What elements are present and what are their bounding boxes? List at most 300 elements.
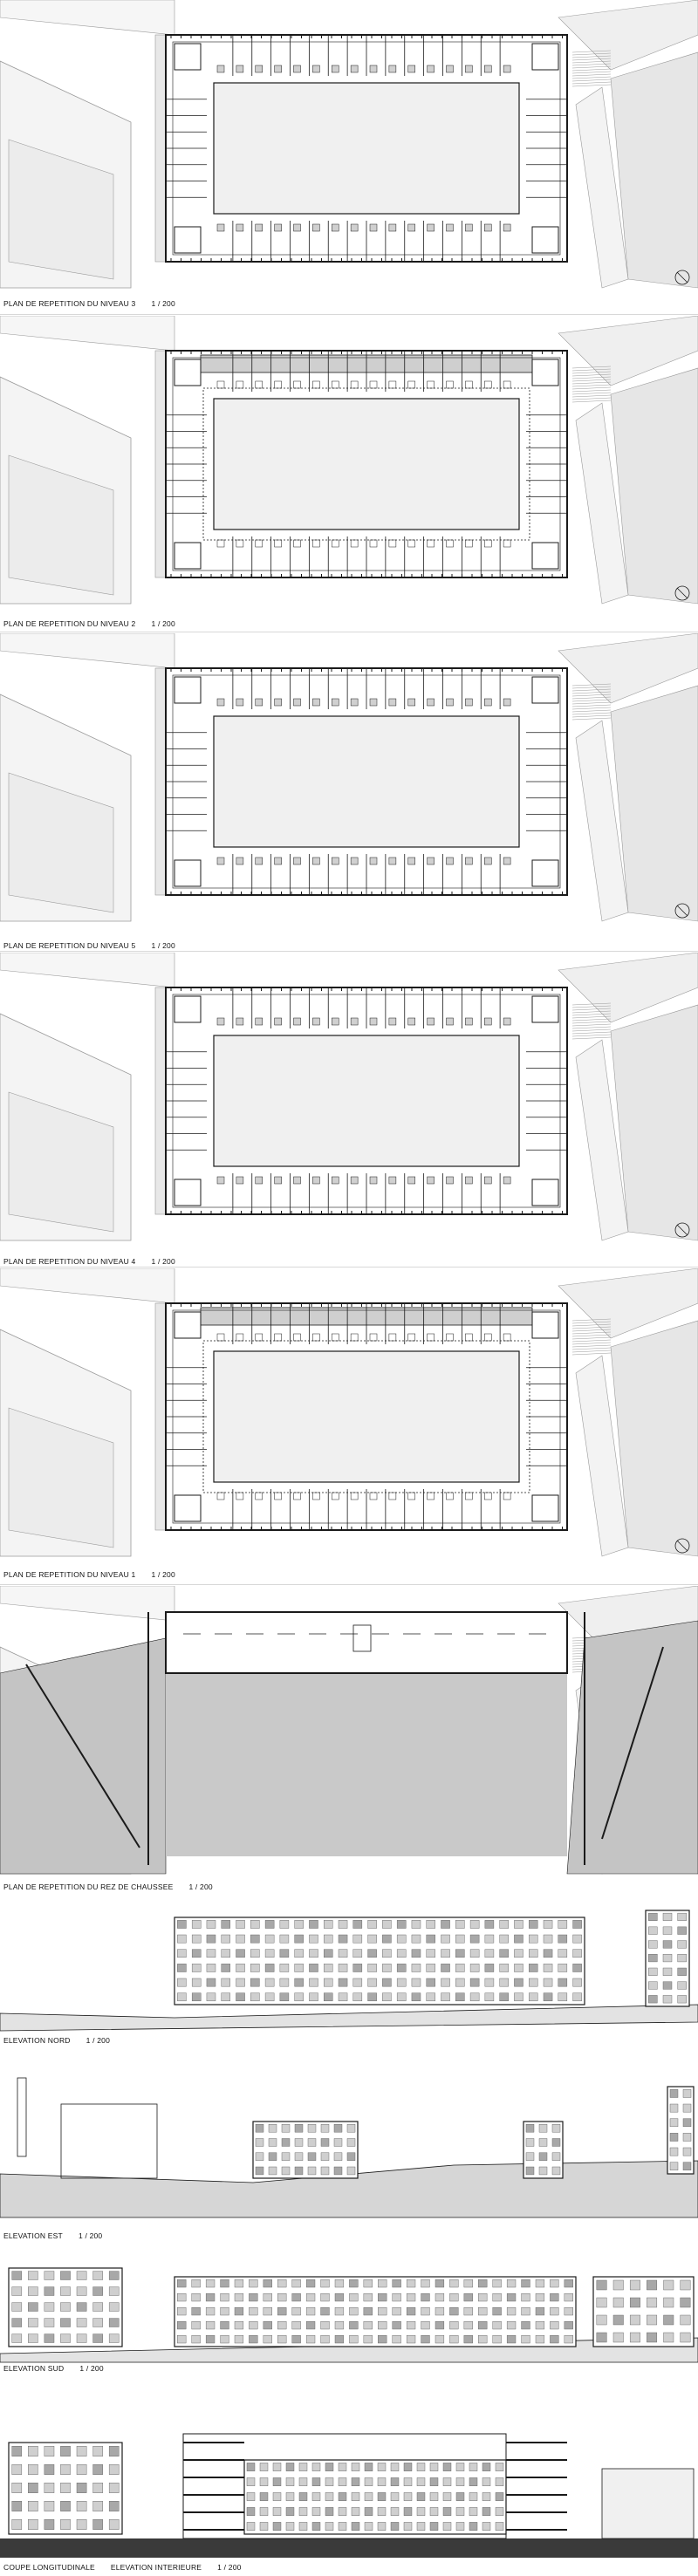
wet-room	[389, 65, 396, 72]
facade-window	[177, 2321, 186, 2329]
facade-window	[364, 2321, 373, 2329]
wet-room	[236, 1177, 243, 1184]
facade-window	[192, 1964, 201, 1971]
facade-window	[44, 2287, 54, 2296]
facade-window	[273, 2507, 281, 2515]
wet-room	[370, 1177, 377, 1184]
facade-window	[282, 2139, 290, 2147]
facade-window	[221, 2335, 229, 2343]
wet-room	[332, 1018, 339, 1025]
facade-window	[93, 2483, 103, 2493]
facade-window	[335, 2279, 344, 2287]
facade-window	[349, 2335, 358, 2343]
facade-window	[339, 2463, 346, 2470]
stair-step	[572, 64, 611, 65]
facade-window	[449, 2307, 458, 2315]
facade-window	[441, 1993, 450, 2001]
facade-window	[60, 2464, 70, 2475]
wet-room	[294, 224, 301, 231]
facade-window	[109, 2319, 119, 2327]
facade-window	[663, 1913, 672, 1921]
facade-window	[382, 1920, 391, 1928]
facade-window	[485, 1964, 494, 1971]
facade-window	[470, 1993, 479, 2001]
wet-room	[408, 65, 415, 72]
wet-room	[294, 699, 301, 706]
facade-window	[573, 1935, 582, 1943]
facade-window	[109, 2483, 119, 2493]
facade-window	[12, 2319, 22, 2327]
wet-room	[389, 1177, 396, 1184]
facade-window	[678, 1968, 687, 1976]
facade-window	[335, 2307, 344, 2315]
stair-step	[572, 85, 611, 86]
facade-window	[349, 2307, 358, 2315]
elevation-caption	[3, 2364, 104, 2373]
facade-window	[339, 2522, 346, 2530]
facade-window	[565, 2279, 573, 2287]
elevation-layer	[0, 1910, 698, 2031]
facade-window	[321, 2335, 330, 2343]
facade-window	[250, 1935, 259, 1943]
courtyard	[214, 399, 519, 530]
facade-window	[536, 2279, 544, 2287]
west-terrace	[155, 351, 166, 577]
facade-window	[378, 2492, 386, 2500]
wet-room	[332, 699, 339, 706]
facade-window	[565, 2307, 573, 2315]
wet-room	[465, 224, 472, 231]
facade-window	[514, 1978, 523, 1986]
facade-window	[28, 2303, 38, 2312]
facade-window	[109, 2464, 119, 2475]
facade-window	[299, 2463, 307, 2470]
facade-window	[536, 2293, 544, 2301]
facade-window	[526, 2124, 534, 2132]
facade-window	[277, 2335, 286, 2343]
facade-window	[236, 1920, 245, 1928]
facade-window	[309, 1950, 318, 1958]
facade-window	[364, 2307, 373, 2315]
facade-window	[177, 1935, 186, 1943]
stair-step	[572, 1340, 611, 1342]
facade-window	[235, 2279, 243, 2287]
elevation-label: ELEVATION EST	[3, 2231, 63, 2240]
facade-window	[550, 2293, 558, 2301]
facade-window	[299, 2492, 307, 2500]
stair-step	[572, 395, 611, 397]
facade-window	[573, 1993, 582, 2001]
stair-step	[572, 1345, 611, 1347]
facade-window	[391, 2492, 399, 2500]
facade-window	[397, 1978, 406, 1986]
facade-window	[544, 1920, 552, 1928]
facade-window	[109, 2446, 119, 2456]
facade-window	[260, 2463, 268, 2470]
facade-window	[295, 1950, 304, 1958]
facade-window	[347, 2139, 355, 2147]
street-band	[0, 633, 174, 668]
facade-window	[44, 2319, 54, 2327]
wet-room	[389, 699, 396, 706]
facade-window	[312, 2463, 320, 2470]
wet-room	[408, 1177, 415, 1184]
facade-window	[235, 2307, 243, 2315]
facade-window	[412, 1920, 421, 1928]
facade-window	[321, 2167, 329, 2175]
wet-room	[351, 224, 358, 231]
facade-window	[539, 2139, 547, 2147]
facade-window	[312, 2507, 320, 2515]
stair-step	[572, 77, 611, 79]
facade-window	[663, 1995, 672, 2003]
facade-window	[544, 1978, 552, 1986]
facade-window	[496, 2463, 503, 2470]
facade-window	[312, 2477, 320, 2485]
plan-sheet-niveau-2	[0, 316, 698, 628]
wet-room	[236, 1018, 243, 1025]
facade-window	[352, 2477, 359, 2485]
main-facade	[174, 1917, 585, 2005]
facade-window	[507, 2335, 516, 2343]
sheet-divider	[0, 1267, 698, 1268]
facade-window	[397, 1993, 406, 2001]
plan-layer	[0, 1586, 698, 1874]
facade-window	[12, 2464, 22, 2475]
facade-window	[299, 2477, 307, 2485]
facade-window	[192, 1920, 201, 1928]
stair-step	[572, 707, 611, 709]
wet-room	[428, 1177, 435, 1184]
facade-window	[263, 2321, 272, 2329]
elevation-drawing	[0, 2251, 698, 2364]
stair-step	[572, 1035, 611, 1036]
facade-window	[247, 2522, 255, 2530]
elevation-scale: 1 / 200	[79, 2364, 104, 2373]
facade-window	[455, 1978, 464, 1986]
facade-window	[552, 2139, 560, 2147]
facade-window	[77, 2303, 86, 2312]
facade-window	[60, 2303, 70, 2312]
facade-window	[565, 2321, 573, 2329]
facade-window	[455, 1993, 464, 2001]
elevation-layer	[0, 2268, 698, 2362]
stair-step	[572, 1037, 611, 1039]
wet-room	[465, 858, 472, 864]
stair-step	[572, 382, 611, 384]
facade-window	[339, 1993, 347, 2001]
facade-window	[670, 2163, 678, 2170]
facade-window	[325, 2507, 333, 2515]
facade-window	[247, 2507, 255, 2515]
facade-window	[507, 2293, 516, 2301]
facade-window	[391, 2522, 399, 2530]
wet-room	[312, 224, 319, 231]
facade-window	[449, 2293, 458, 2301]
wet-room	[447, 858, 454, 864]
facade-window	[260, 2507, 268, 2515]
facade-window	[347, 2167, 355, 2175]
wet-room	[217, 65, 224, 72]
plan-label: PLAN DE REPETITION DU NIVEAU 2	[3, 619, 136, 628]
facade-window	[236, 1964, 245, 1971]
plan-caption	[3, 1570, 175, 1579]
facade-window	[456, 2522, 464, 2530]
section-sheet	[0, 2408, 698, 2576]
facade-window	[282, 2153, 290, 2161]
wet-room	[351, 65, 358, 72]
facade-window	[206, 2279, 215, 2287]
facade-window	[678, 1982, 687, 1990]
wet-room	[447, 224, 454, 231]
facade-window	[306, 2335, 315, 2343]
facade-window	[469, 2507, 477, 2515]
plan-scale: 1 / 200	[188, 1882, 213, 1891]
stair-step	[572, 385, 611, 386]
facade-window	[28, 2464, 38, 2475]
facade-window	[368, 1978, 377, 1986]
plaza-right	[567, 1621, 698, 1874]
facade-window	[339, 2492, 346, 2500]
facade-window	[449, 2335, 458, 2343]
wet-room	[503, 699, 510, 706]
facade-window	[552, 2167, 560, 2175]
facade-window	[664, 2333, 674, 2342]
facade-window	[192, 1950, 201, 1958]
facade-window	[44, 2501, 54, 2511]
facade-window	[526, 2153, 534, 2161]
stair-step	[572, 705, 611, 707]
wet-room	[236, 65, 243, 72]
facade-window	[539, 2167, 547, 2175]
facade-window	[443, 2463, 451, 2470]
plan-sheet-niveau-5	[0, 633, 698, 950]
facade-window	[260, 2477, 268, 2485]
facade-window	[441, 1935, 450, 1943]
facade-window	[44, 2519, 54, 2530]
wet-room	[332, 1177, 339, 1184]
facade-window	[478, 2335, 487, 2343]
facade-window	[382, 1993, 391, 2001]
facade-window	[397, 1935, 406, 1943]
courtyard	[214, 1351, 519, 1482]
stair-step	[572, 1337, 611, 1339]
facade-window	[306, 2279, 315, 2287]
facade-window	[309, 1978, 318, 1986]
stair-step	[572, 713, 611, 714]
plan-layer	[0, 316, 698, 604]
facade-window	[456, 2463, 464, 2470]
facade-window	[464, 2293, 473, 2301]
facade-window	[529, 1920, 537, 1928]
facade-window	[286, 2522, 294, 2530]
facade-window	[482, 2507, 490, 2515]
wet-room	[294, 858, 301, 864]
facade-window	[292, 2321, 301, 2329]
facade-window	[678, 1927, 687, 1935]
facade-window	[247, 2477, 255, 2485]
facade-window	[670, 2119, 678, 2127]
facade-window	[469, 2522, 477, 2530]
facade-window	[565, 2293, 573, 2301]
facade-window	[12, 2303, 22, 2312]
wet-room	[370, 1018, 377, 1025]
facade-window	[496, 2522, 503, 2530]
section-caption	[3, 2563, 242, 2572]
facade-window	[339, 2507, 346, 2515]
facade-window	[265, 1964, 274, 1971]
facade-window	[522, 2279, 530, 2287]
facade-window	[325, 2492, 333, 2500]
facade-window	[500, 1993, 509, 2001]
facade-window	[683, 2163, 691, 2170]
facade-window	[455, 1950, 464, 1958]
facade-window	[393, 2321, 401, 2329]
facade-window	[60, 2501, 70, 2511]
facade-window	[449, 2279, 458, 2287]
plan-caption	[3, 299, 175, 308]
wet-room	[351, 858, 358, 864]
facade-window	[470, 1950, 479, 1958]
facade-window	[235, 2293, 243, 2301]
wet-room	[447, 699, 454, 706]
facade-window	[482, 2463, 490, 2470]
facade-window	[630, 2333, 640, 2342]
facade-window	[325, 2522, 333, 2530]
courtyard	[214, 1035, 519, 1166]
facade-window	[221, 2307, 229, 2315]
facade-window	[382, 1964, 391, 1971]
facade-window	[391, 2463, 399, 2470]
facade-window	[60, 2519, 70, 2530]
facade-window	[573, 1964, 582, 1971]
facade-window	[236, 1950, 245, 1958]
wet-room	[312, 65, 319, 72]
facade-window	[325, 2463, 333, 2470]
facade-window	[280, 1920, 289, 1928]
facade-window	[678, 1941, 687, 1949]
facade-window	[456, 2477, 464, 2485]
facade-window	[324, 1935, 332, 1943]
plan-caption	[3, 1257, 175, 1266]
facade-window	[449, 2321, 458, 2329]
facade-window	[663, 1941, 672, 1949]
facade-window	[613, 2333, 624, 2342]
wet-room	[217, 1018, 224, 1025]
facade-window	[544, 1950, 552, 1958]
elevation-sheet-est	[0, 2069, 698, 2244]
facade-window	[526, 2167, 534, 2175]
facade-window	[407, 2293, 415, 2301]
facade-window	[435, 2321, 444, 2329]
facade-window	[648, 1968, 657, 1976]
facade-window	[260, 2492, 268, 2500]
facade-window	[93, 2287, 103, 2296]
facade-window	[93, 2334, 103, 2343]
facade-window	[312, 2522, 320, 2530]
facade-window	[663, 1954, 672, 1962]
facade-window	[177, 2335, 186, 2343]
facade-window	[286, 2463, 294, 2470]
facade-window	[670, 2133, 678, 2141]
wet-room	[294, 1018, 301, 1025]
facade-window	[500, 1935, 509, 1943]
floor-plan-drawing	[0, 1268, 698, 1569]
elevation-caption	[3, 2231, 102, 2240]
wet-room	[428, 699, 435, 706]
facade-window	[526, 2139, 534, 2147]
facade-window	[295, 1920, 304, 1928]
facade-window	[663, 1927, 672, 1935]
facade-window	[670, 2104, 678, 2112]
facade-window	[177, 1920, 186, 1928]
facade-window	[192, 1935, 201, 1943]
stair-step	[572, 74, 611, 76]
facade-window	[352, 2507, 359, 2515]
facade-window	[292, 2279, 301, 2287]
stair-step	[572, 715, 611, 717]
facade-window	[265, 1950, 274, 1958]
stair-step	[572, 702, 611, 704]
facade-window	[277, 2321, 286, 2329]
facade-window	[334, 2167, 342, 2175]
facade-window	[464, 2307, 473, 2315]
facade-window	[222, 1978, 230, 1986]
facade-window	[630, 2280, 640, 2290]
wet-room	[484, 1018, 491, 1025]
wet-room	[484, 858, 491, 864]
facade-window	[430, 2507, 438, 2515]
facade-window	[470, 1978, 479, 1986]
facade-window	[378, 2507, 386, 2515]
facade-window	[368, 1935, 377, 1943]
west-terrace	[155, 668, 166, 895]
facade-window	[206, 2293, 215, 2301]
wet-room	[503, 1177, 510, 1184]
section-ground-cut	[0, 2538, 698, 2558]
facade-window	[109, 2287, 119, 2296]
facade-window	[550, 2279, 558, 2287]
facade-window	[378, 2477, 386, 2485]
plan-scale: 1 / 200	[151, 619, 175, 628]
facade-window	[334, 2124, 342, 2132]
facade-window	[514, 1964, 523, 1971]
facade-window	[44, 2464, 54, 2475]
facade-window	[250, 1978, 259, 1986]
facade-window	[109, 2303, 119, 2312]
facade-window	[77, 2334, 86, 2343]
sheet-divider	[0, 314, 698, 315]
stair-step	[572, 379, 611, 381]
wet-room	[256, 699, 263, 706]
facade-window	[12, 2334, 22, 2343]
stair-step	[572, 1348, 611, 1349]
wet-room	[351, 1018, 358, 1025]
facade-window	[109, 2334, 119, 2343]
facade-window	[353, 1935, 362, 1943]
context-facade	[593, 2277, 694, 2347]
plan-scale: 1 / 200	[151, 1257, 175, 1266]
wet-room	[312, 699, 319, 706]
facade-window	[273, 2492, 281, 2500]
wet-room	[275, 1018, 282, 1025]
elevation-scale: 1 / 200	[86, 2036, 111, 2045]
plan-sheet-niveau-3	[0, 0, 698, 312]
facade-window	[378, 2321, 387, 2329]
facade-window	[397, 1964, 406, 1971]
facade-window	[421, 2335, 430, 2343]
plan-label: PLAN DE REPETITION DU NIVEAU 1	[3, 1570, 136, 1579]
